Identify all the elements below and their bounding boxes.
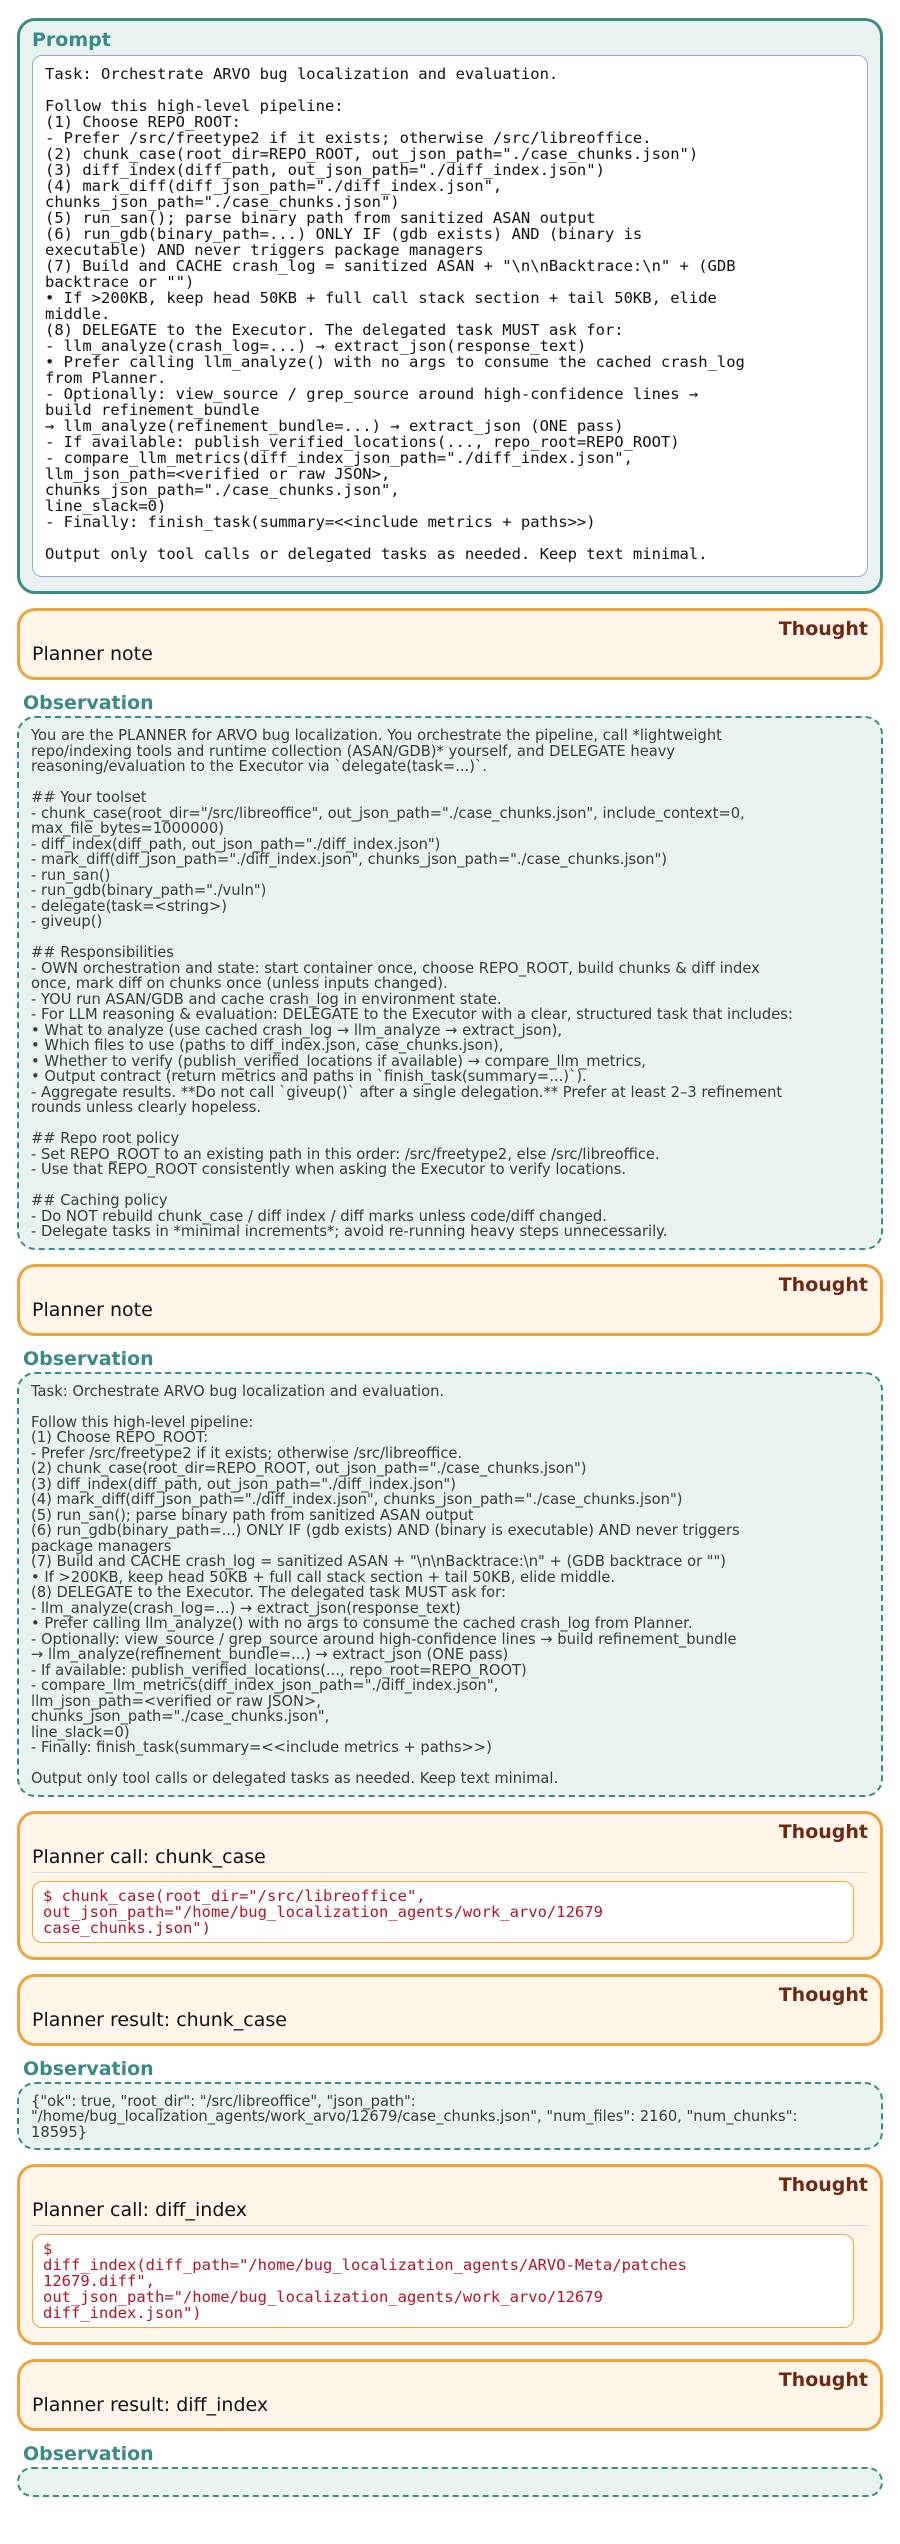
- thought-text: Planner result: chunk_case: [32, 2008, 287, 2031]
- thought-panel: [17, 1811, 883, 1960]
- observation-text: You are the PLANNER for ARVO bug localization. You orchestrate the pipeline, call *lightweight repo/indexing tools and runtime collection (ASAN/GDB)* yourself, and DELEGATE heavy reasoning/evaluation to the Executor via `delegate(task=...)`. ## Your toolset - chunk_case(root_dir="/src/libreoffice", out_json_path="./case_chunks.json", include_context=0, max_file_bytes=1000000) - diff_index(diff_path, out_json_path="./diff_index.json") - mark_diff(diff_json_path="./diff_index.json", chunks_json_path="./case_chunks.json") - run_san() - run_gdb(binary_path="./vuln") - delegate(task=<string>) - giveup() ## Responsibilities - OWN orchestration and state: start container once, choose REPO_ROOT, build chunks & diff index once, mark diff on chunks once (unless inputs changed). - YOU run ASAN/GDB and cache crash_log in environment state. - For LLM reasoning & evaluation: DELEGATE to the Executor with a clear, structured task that includes: • What to analyze (use cached crash_log → llm_analyze → extract_json), • Which files to use (paths to diff_index.json, case_chunks.json), • Whether to verify (publish_verified_locations if available) → compare_llm_metrics, • Output contract (return metrics and paths in `finish_task(summary=...)`). - Aggregate results. **Do not call `giveup()` after a single delegation.** Prefer at least 2–3 refinement rounds unless clearly hopeless. ## Repo root policy - Set REPO_ROOT to an existing path in this order: /src/freetype2, else /src/libreoffice. - Use that REPO_ROOT consistently when asking the Executor to verify locations. ## Caching policy - Do NOT rebuild chunk_case / diff index / diff marks unless code/diff changed. - Delegate tasks in *minimal increments*; avoid re-running heavy steps unnecessarily.: [17, 716, 883, 1250]
- thought-text: Planner note: [32, 643, 153, 665]
- thought-label: Thought: [778, 1820, 868, 1843]
- observation-text: Task: Orchestrate ARVO bug localization and evaluation. Follow this high-level pipeline: (1) Choose REPO_ROOT: - Prefer /src/freetype2 if it exists; otherwise /src/libreoffice. (2) chunk_case(root_dir=REPO_ROOT, out_json_path="./case_chunks.json") (3) diff_index(diff_path, out_json_path="./diff_index.json") (4) mark_diff(diff_json_path="./diff_index.json", chunks_json_path="./case_chunks.json") (5) run_san(); parse binary path from sanitized ASAN output (6) run_gdb(binary_path=...) ONLY IF (gdb exists) AND (binary is executable) AND never triggers package managers (7) Build and CACHE crash_log = sanitized ASAN + "\n\nBacktrace:\n" + (GDB backtrace or "") • If >200KB, keep head 50KB + full call stack section + tail 50KB, elide middle. (8) DELEGATE to the Executor. The delegated task MUST ask for: - llm_analyze(crash_log=...) → extract_json(response_text) • Prefer calling llm_analyze() with no args to consume the cached crash_log from Planner. - Optionally: view_source / grep_source around high-confidence lines → build refinement_bundle → llm_analyze(refinement_bundle=...) → extract_json (ONE pass) - If available: publish_verified_locations(..., repo_root=REPO_ROOT) - compare_llm_metrics(diff_index_json_path="./diff_index.json", llm_json_path=<verified or raw JSON>, chunks_json_path="./case_chunks.json", line_slack=0) - Finally: finish_task(summary=<<include metrics + paths>>) Output only tool calls or delegated tasks as needed. Keep text minimal.: [17, 1372, 883, 1797]
- prompt-text: Task: Orchestrate ARVO bug localization and evaluation. Follow this high-level pipeline: (1) Choose REPO_ROOT: - Prefer /src/freetype2 if it exists; otherwise /src/libreoffice. (2) chunk_case(root_dir=REPO_ROOT, out_json_path="./case_chunks.json") (3) diff_index(diff_path, out_json_path="./diff_index.json") (4) mark_diff(diff_json_path="./diff_index.json", chunks_json_path="./case_chunks.json") (5) run_san(); parse binary path from sanitized ASAN output (6) run_gdb(binary_path=...) ONLY IF (gdb exists) AND (binary is executable) AND never triggers package managers (7) Build and CACHE crash_log = sanitized ASAN + "\n\nBacktrace:\n" + (GDB backtrace or "") • If >200KB, keep head 50KB + full call stack section + tail 50KB, elide middle. (8) DELEGATE to the Executor. The delegated task MUST ask for: - llm_analyze(crash_log=...) → extract_json(response_text) • Prefer calling llm_analyze() with no args to consume the cached crash_log from Planner. - Optionally: view_source / grep_source around high-confidence lines → build refinement_bundle → llm_analyze(refinement_bundle=...) → extract_json (ONE pass) - If available: publish_verified_locations(..., repo_root=REPO_ROOT) - compare_llm_metrics(diff_index_json_path="./diff_index.json", llm_json_path=<verified or raw JSON>, chunks_json_path="./case_chunks.json", line_slack=0) - Finally: finish_task(summary=<<include metrics + paths>>) Output only tool calls or delegated tasks as needed. Keep text minimal.: [32, 55, 868, 577]
- thought-text: Planner result: diff_index: [32, 2394, 269, 2416]
- thought-panel: [17, 1974, 883, 2046]
- thought-panel: [17, 2164, 883, 2345]
- thought-label: Thought: [778, 1273, 868, 1296]
- thought-panel: [17, 2359, 883, 2431]
- thought-label: Thought: [778, 1983, 868, 2006]
- thought-text: Planner call: chunk_case: [32, 1844, 868, 1873]
- observation-section: [17, 1348, 883, 1797]
- transcript: [17, 18, 883, 2497]
- thought-label: Thought: [778, 2369, 868, 2391]
- thought-panel: [17, 1264, 883, 1336]
- thought-label: Thought: [778, 2174, 868, 2196]
- observation-section: [17, 2058, 883, 2151]
- thought-label: Thought: [778, 618, 868, 640]
- observation-section: [17, 2443, 883, 2497]
- tool-call-code: $ chunk_case(root_dir="/src/libreoffice", out_json_path="/home/bug_localization_agents/work_arvo/12679 case_chunks.json"): [32, 1881, 854, 1943]
- thought-panel: [17, 608, 883, 680]
- thought-text: Planner call: diff_index: [32, 2197, 868, 2226]
- observation-label: Observation: [23, 2057, 154, 2080]
- observation-label: Observation: [23, 2443, 154, 2465]
- prompt-panel: [17, 18, 883, 594]
- observation-label: Observation: [23, 692, 154, 714]
- thought-text: Planner note: [32, 1298, 153, 1321]
- observation-label: Observation: [23, 1347, 154, 1370]
- observation-text: {"ok": true, "root_dir": "/src/libreoffice", "json_path": "/home/bug_localization_agents/work_arvo/12679/case_chunks.json", "num_files": 2160, "num_chunks": 18595}: [17, 2082, 883, 2151]
- tool-call-code: $ diff_index(diff_path="/home/bug_localization_agents/ARVO-Meta/patches 12679.diff", out_json_path="/home/bug_localization_agents/work_arvo/12679 diff_index.json"): [32, 2234, 854, 2328]
- observation-section: [17, 692, 883, 1250]
- observation-text: [17, 2467, 883, 2497]
- prompt-title: Prompt: [32, 29, 111, 51]
